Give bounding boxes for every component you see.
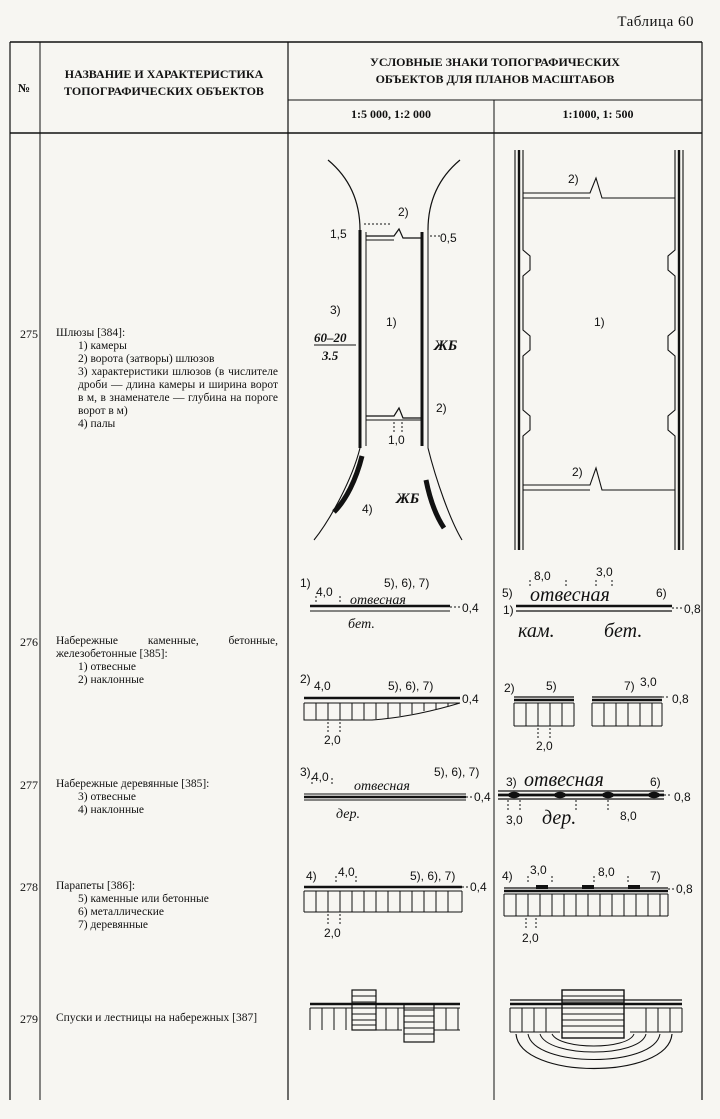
label-dim: 0,4: [462, 601, 479, 615]
sign-parapet-left: [304, 876, 470, 926]
label-dim: 1,5: [330, 227, 347, 241]
list-item: 3) характеристики шлюзов (в числителе дроби — длина камеры и ширина ворот в м, в знаменателе — глубина на пороге ворот в м): [78, 366, 278, 417]
label-vertical-word: отвесная: [524, 769, 604, 791]
list-item: 5) каменные или бетонные: [78, 893, 209, 905]
label-dim: 4,0: [338, 865, 355, 879]
label-dim: 0,8: [684, 602, 701, 616]
label-characteristics: 3): [330, 303, 341, 317]
row-num-277: 277: [20, 778, 38, 792]
sign-embankment-stone-left: [304, 596, 460, 734]
sign-stairs-right: [510, 990, 682, 1069]
list-item: 2) наклонные: [78, 674, 144, 686]
list-item: 7) деревянные: [78, 919, 148, 931]
label-dim: 2,0: [324, 733, 341, 747]
label-vertical: 3): [506, 775, 517, 789]
label-dim: 2,0: [324, 926, 341, 940]
list-item: 3) отвесные: [78, 791, 136, 803]
label-dim: 0,4: [470, 880, 487, 894]
list-item: 6) металлические: [78, 906, 164, 918]
list-item: 1) отвесные: [78, 661, 136, 673]
row-title: Набережные деревянные [385]:: [56, 778, 210, 790]
label-fraction-denominator: 3.5: [322, 348, 339, 363]
label-material: ЖБ: [434, 338, 458, 354]
label-parapet: 6): [656, 586, 667, 600]
label-concrete: бет.: [604, 620, 643, 642]
label-sloped: 2): [300, 672, 311, 686]
sign-parapet-left-labels: [306, 865, 487, 940]
label-parapets: 5), 6), 7): [410, 869, 456, 883]
label-wood: дер.: [542, 807, 577, 829]
label-gate: 2): [572, 465, 583, 479]
label-sloped: 2): [504, 681, 515, 695]
label-dim: 4,0: [312, 770, 329, 784]
label-vertical: 1): [300, 576, 311, 590]
label-gate: 2): [398, 205, 409, 219]
label-vertical-word: отвесная: [354, 779, 410, 794]
label-dim: 0,8: [676, 882, 693, 896]
label-dim: 3,0: [530, 863, 547, 877]
header-name-line1: НАЗВАНИЕ И ХАРАКТЕРИСТИКА: [64, 67, 264, 81]
label-vertical-word: отвесная: [350, 593, 406, 608]
sign-lock-large-labels: [568, 172, 605, 479]
label-stone: кам.: [518, 620, 555, 642]
label-wood: дер.: [336, 807, 360, 822]
label-dim: 3,0: [640, 675, 657, 689]
row-num-279: 279: [20, 1012, 38, 1026]
label-dim: 8,0: [598, 865, 615, 879]
list-item: 4) палы: [78, 418, 116, 430]
sign-embankment-stone-left-labels: [300, 576, 479, 747]
header-signs-line1: УСЛОВНЫЕ ЗНАКИ ТОПОГРАФИЧЕСКИХ: [370, 55, 620, 69]
label-chamber: 1): [594, 315, 605, 329]
row-num-275: 275: [20, 327, 38, 341]
row-title: Шлюзы [384]:: [56, 327, 126, 339]
label-dim: 0,5: [440, 231, 457, 245]
label-sloped-wood: 4): [502, 869, 513, 883]
label-parapets: 5), 6), 7): [384, 576, 430, 590]
label-dim: 0,8: [674, 790, 691, 804]
label-dim: 1,0: [388, 433, 405, 447]
sign-embankment-wood-right: [498, 791, 672, 812]
label-parapet: 7): [624, 679, 635, 693]
label-dim: 3,0: [506, 813, 523, 827]
header-num: №: [17, 81, 31, 95]
sign-lock-small-labels: [314, 205, 458, 516]
label-piles: 4): [362, 502, 373, 516]
label-material: ЖБ: [396, 491, 420, 507]
sign-lock-large: [515, 150, 683, 550]
label-parapets: 5), 6), 7): [434, 765, 480, 779]
label-dim: 3,0: [596, 565, 613, 579]
label-parapet: 7): [650, 869, 661, 883]
label-vertical: 1): [503, 603, 514, 617]
label-parapet: 5): [502, 586, 513, 600]
label-dim: 0,4: [462, 692, 479, 706]
label-parapet: 5): [546, 679, 557, 693]
label-dim: 8,0: [620, 809, 637, 823]
label-dim: 0,4: [474, 790, 491, 804]
row-title: Набережные каменные, бетонные, железобетонные [385]:: [56, 635, 278, 660]
label-dim: 0,8: [672, 692, 689, 706]
table-caption: Таблица 60: [617, 14, 694, 30]
label-gate: 2): [436, 401, 447, 415]
label-dim: 2,0: [536, 739, 553, 753]
label-parapet: 6): [650, 775, 661, 789]
label-concrete: бет.: [348, 617, 375, 632]
label-vertical-word: отвесная: [530, 584, 610, 606]
label-dim: 4,0: [316, 585, 333, 599]
list-item: 1) камеры: [78, 340, 127, 352]
label-dim: 2,0: [522, 931, 539, 945]
header-scale-a: 1:5 000, 1:2 000: [351, 107, 431, 121]
header-scale-b: 1:1000, 1: 500: [562, 107, 634, 121]
row-num-278: 278: [20, 880, 38, 894]
sign-parapet-right-labels: [502, 863, 693, 945]
row-num-276: 276: [20, 635, 38, 649]
sign-embankment-stone-right-labels: [502, 565, 701, 753]
label-dim: 8,0: [534, 569, 551, 583]
list-item: 2) ворота (затворы) шлюзов: [78, 353, 215, 365]
row-title: Парапеты [386]:: [56, 880, 136, 892]
label-vertical: 3): [300, 765, 311, 779]
header-signs-line2: ОБЪЕКТОВ ДЛЯ ПЛАНОВ МАСШТАБОВ: [375, 72, 615, 86]
label-fraction-numerator: 60–20: [314, 330, 347, 345]
list-item: 4) наклонные: [78, 804, 144, 816]
label-sloped-wood: 4): [306, 869, 317, 883]
header-name-line2: ТОПОГРАФИЧЕСКИХ ОБЪЕКТОВ: [64, 84, 264, 98]
label-parapets: 5), 6), 7): [388, 679, 434, 693]
label-dim: 4,0: [314, 679, 331, 693]
label-chamber: 1): [386, 315, 397, 329]
label-gate: 2): [568, 172, 579, 186]
row-title: Спуски и лестницы на набережных [387]: [56, 1012, 258, 1024]
sign-stairs-left: [310, 990, 460, 1042]
sign-parapet-right: [504, 876, 676, 930]
